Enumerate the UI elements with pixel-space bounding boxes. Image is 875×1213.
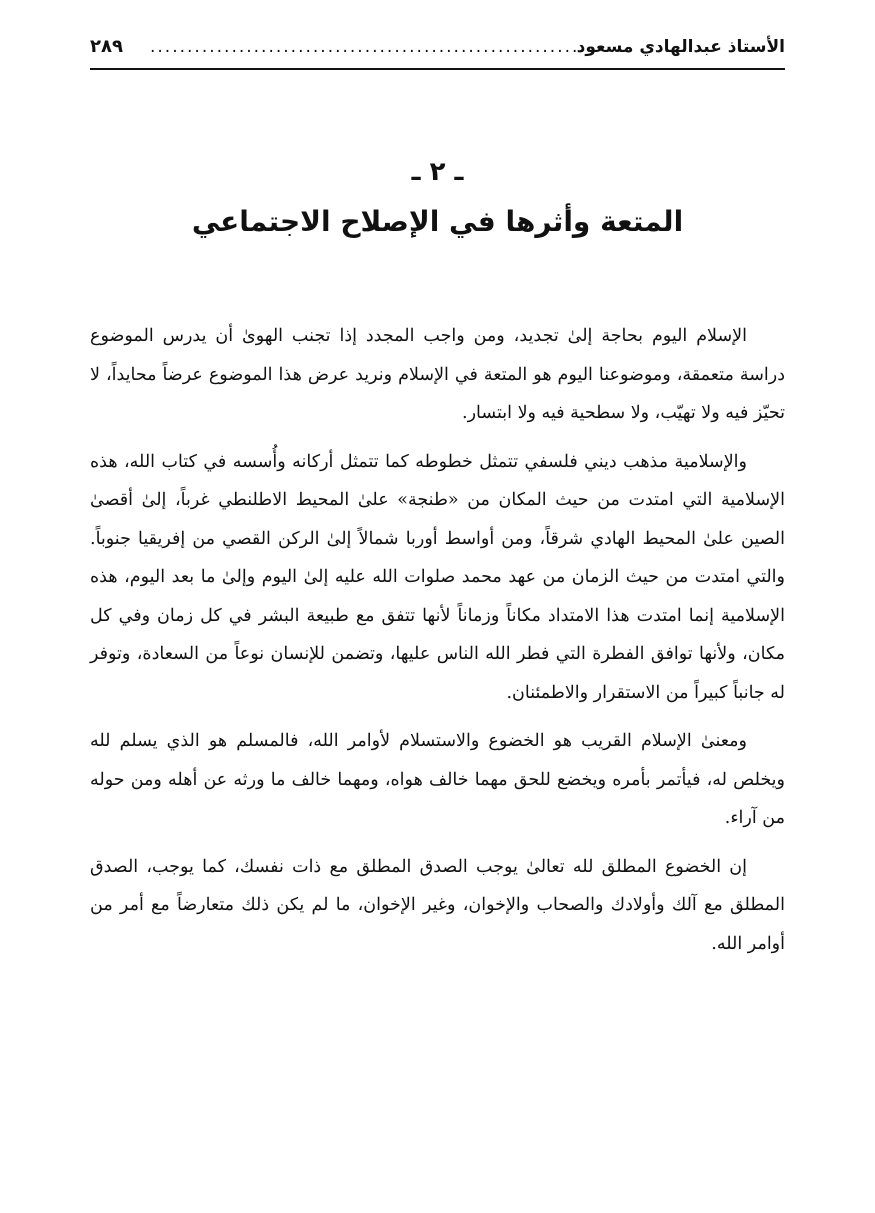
paragraph-3: ومعنىٰ الإسلام القريب هو الخضوع والاستسلام لأوامر الله، فالمسلم هو الذي يسلم لله ويخلص له، فيأتمر بأمره ويخضع للحق مهما خالف هواه، ومهما خالف ما ورثه عن أهله ومن حوله من آراء.: [90, 731, 785, 828]
chapter-number: ـ ٢ ـ: [411, 157, 464, 187]
chapter-title: المتعة وأثرها في الإصلاح الاجتماعي: [191, 205, 684, 238]
paragraph-2: والإسلامية مذهب ديني فلسفي تتمثل خطوطه كما تتمثل أركانه وأُسسه في كتاب الله، هذه الإسلامية التي امتدت من حيث المكان من «طنجة» علىٰ المحيط الاطلنطي غرباً، إلىٰ أقصىٰ الصين علىٰ المحيط الهادي شرقاً، ومن أواسط أوربا شمالاً إلىٰ الركن القصي من إفريقيا جنوباً. والتي امتدت من حيث الزمان من عهد محمد صلوات الله عليه إلىٰ اليوم وإلىٰ ما بعد اليوم، هذه الإسلامية إنما امتدت هذا الامتداد مكاناً وزماناً لأنها تتفق مع طبيعة البشر في كل زمان وفي كل مكان، ولأنها توافق الفطرة التي فطر الله الناس عليها، وتضمن للإنسان نوعاً من السعادة، وتوفر له جانباً كبيراً من الاستقرار والاطمئنان.: [90, 451, 785, 703]
page-number: ٢٨٩: [90, 36, 123, 57]
running-head-leader-dots: ...........................................................: [150, 37, 587, 57]
paragraph-1: الإسلام اليوم بحاجة إلىٰ تجديد، ومن واجب المجدد إذا تجنب الهوىٰ أن يدرس الموضوع دراسة متعمقة، وموضوعنا اليوم هو المتعة في الإسلام ونريد عرض هذا الموضوع عرضاً محايداً، لا تحيّز فيه ولا تهيّب، ولا سطحية فيه ولا ابتسار.: [90, 326, 785, 423]
running-head: [90, 30, 785, 64]
body-text: [90, 317, 785, 973]
paragraph-4: إن الخضوع المطلق لله تعالىٰ يوجب الصدق المطلق مع ذات نفسك، كما يوجب، الصدق المطلق مع آلك وأولادك والصحاب والإخوان، وغير الإخوان، ما لم يكن ذلك متعارضاً مع أمر من أوامر الله.: [90, 856, 785, 954]
header-rule: [90, 68, 785, 70]
running-head-author: الأستاذ عبدالهادي مسعود: [576, 37, 785, 57]
